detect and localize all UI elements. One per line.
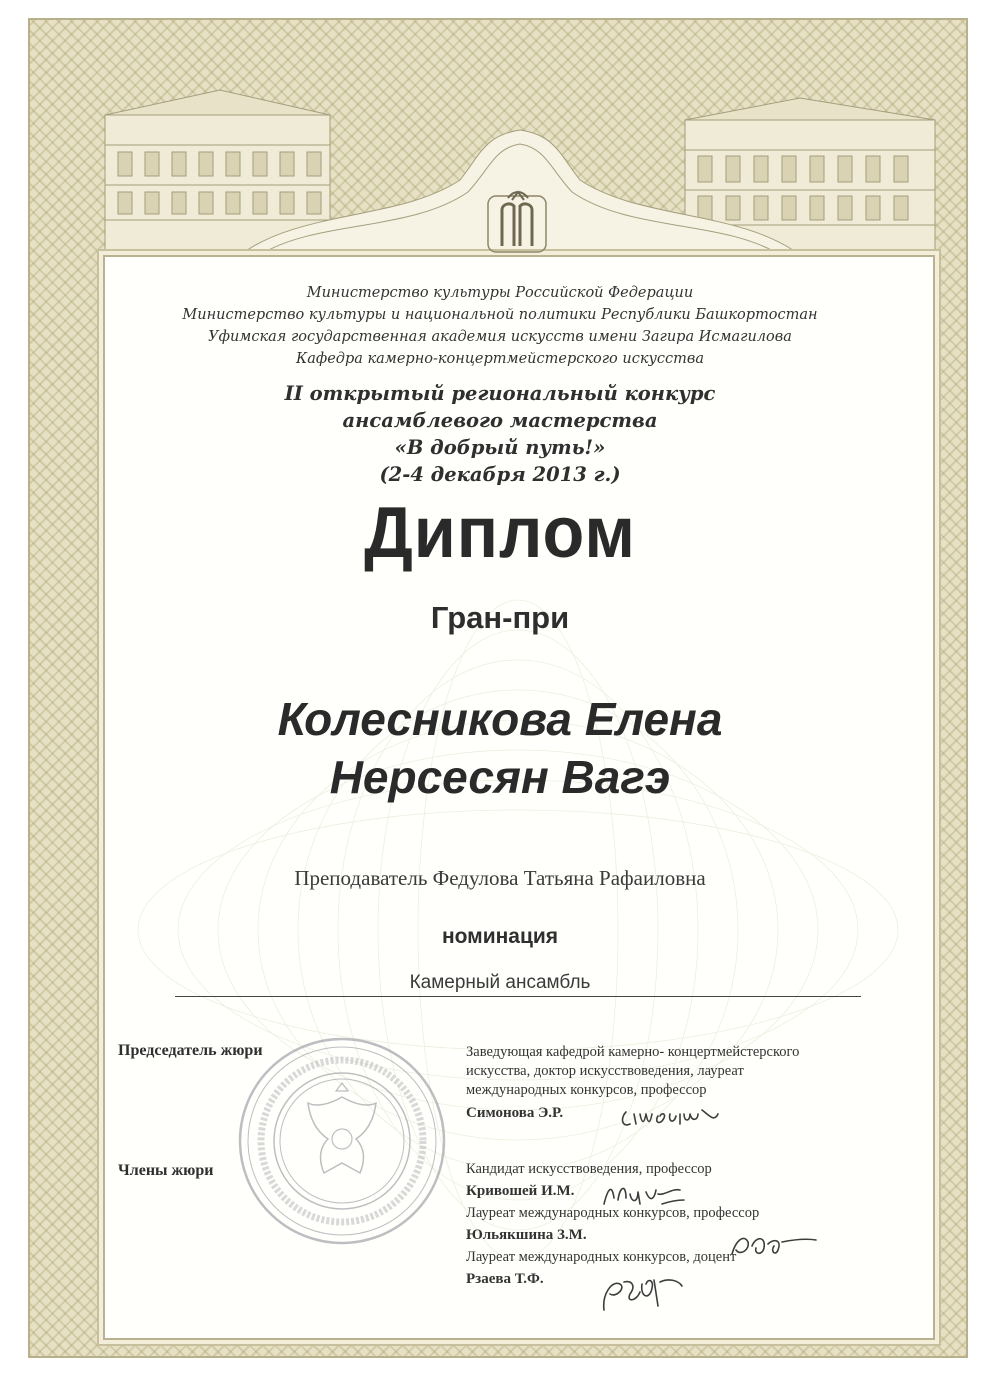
contest-line: II открытый региональный конкурс bbox=[284, 382, 716, 405]
jury-chair-name: Симонова Э.Р. bbox=[466, 1105, 564, 1121]
jury-member-name: Рзаева Т.Ф. bbox=[466, 1271, 544, 1287]
signature-icon bbox=[618, 1100, 728, 1134]
nomination-value: Камерный ансамбль bbox=[409, 972, 591, 993]
nomination-underline bbox=[175, 996, 861, 997]
jury-member-title: Лауреат международных конкурсов, профессор bbox=[466, 1205, 760, 1221]
jury-chair-title: искусства, доктор искусствоведения, лауреат bbox=[466, 1063, 744, 1079]
signature-icon bbox=[598, 1178, 690, 1212]
participant-name: Колесникова Елена bbox=[277, 693, 723, 745]
jury-chair-title: международных конкурсов, профессор bbox=[466, 1082, 707, 1098]
participant-name: Нерсесян Вагэ bbox=[329, 751, 671, 803]
organizer-line: Уфимская государственная академия искусств имени Загира Исмагилова bbox=[208, 329, 792, 345]
jury-members-label: Члены жюри bbox=[118, 1162, 214, 1179]
contest-line: «В добрый путь!» bbox=[394, 436, 606, 459]
nomination-label: номинация bbox=[441, 925, 559, 948]
academy-logo-icon bbox=[486, 188, 548, 254]
organizer-line: Министерство культуры и национальной политики Республики Башкортостан bbox=[182, 307, 818, 323]
participants-block bbox=[0, 690, 1000, 806]
teacher-line: Преподаватель Федулова Татьяна Рафаиловна bbox=[294, 866, 706, 890]
jury-member-title: Лауреат международных конкурсов, доцент bbox=[466, 1249, 737, 1265]
diploma-title: Диплом bbox=[364, 493, 636, 573]
jury-member-name: Юльякшина З.М. bbox=[466, 1227, 587, 1243]
organizer-line: Министерство культуры Российской Федерации bbox=[306, 285, 694, 301]
contest-line: ансамблевого мастерства bbox=[342, 409, 658, 432]
jury-member-title: Кандидат искусствоведения, профессор bbox=[466, 1161, 712, 1177]
jury-chair-title: Заведующая кафедрой камерно- концертмейстерского bbox=[466, 1044, 800, 1060]
jury-member-name: Кривошей И.М. bbox=[466, 1183, 575, 1199]
award-title: Гран-при bbox=[430, 600, 570, 635]
organizers-block bbox=[0, 282, 1000, 370]
organizer-line: Кафедра камерно-концертмейстерского искусства bbox=[295, 351, 705, 367]
signature-icon bbox=[596, 1270, 688, 1318]
official-seal-icon bbox=[236, 1035, 448, 1247]
contest-title-block bbox=[0, 380, 1000, 488]
signature-icon bbox=[722, 1226, 822, 1266]
contest-dates: (2-4 декабря 2013 г.) bbox=[379, 463, 621, 486]
jury-chair-label: Председатель жюри bbox=[118, 1042, 263, 1059]
